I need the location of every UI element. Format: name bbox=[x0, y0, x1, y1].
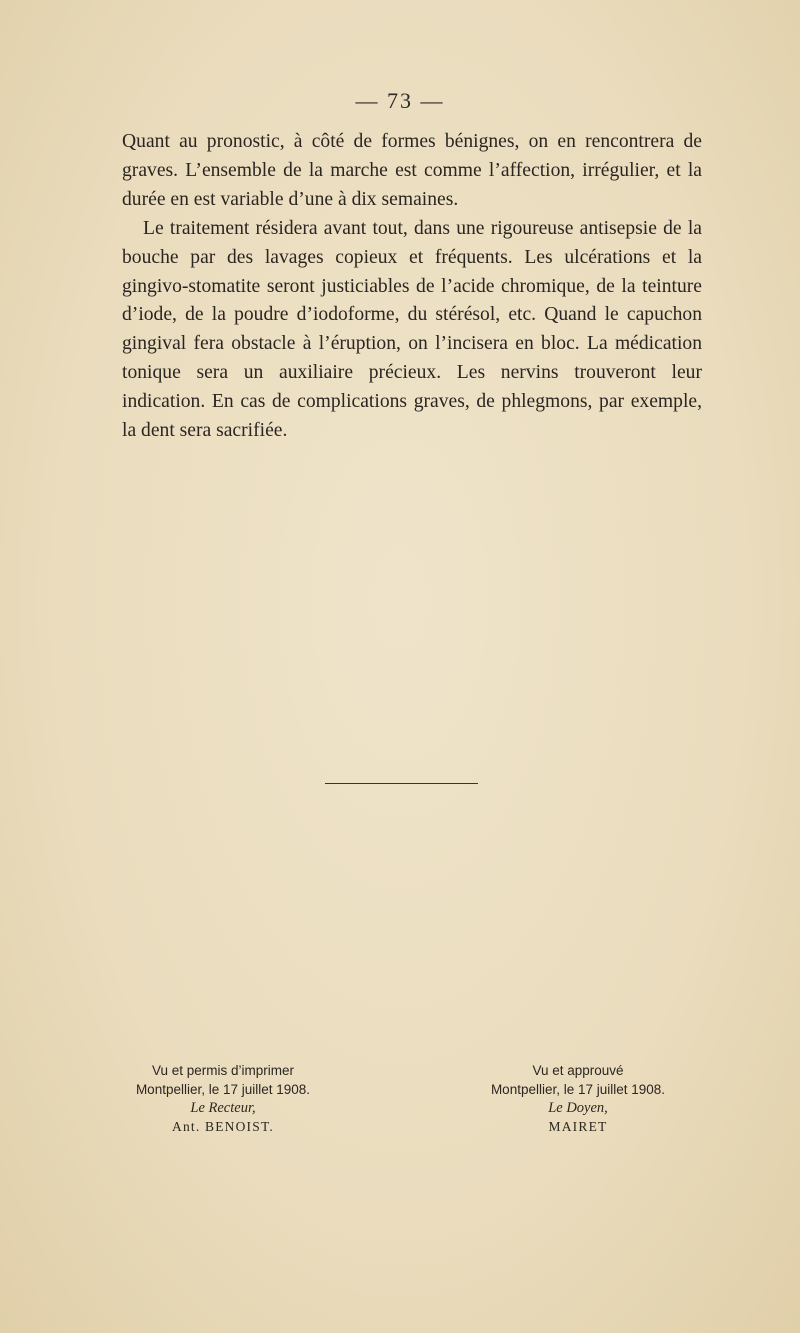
body-text bbox=[122, 128, 702, 446]
paragraph-treatment: Le traitement résidera avant tout, dans une rigoureuse antisepsie de la bouche par des lavages copieux et fréquents. Les ulcérations et la gingivo-stomatite seront justiciables de l’acide chromique, de la teinture d’iode, de la poudre d’iodoforme, du stérésol, etc. Quand le capuchon gingival fera obstacle à l’éruption, on l’incisera en bloc. La médication tonique sera un auxiliaire précieux. Les nervins trouveront leur indication. En cas de complications graves, de phlegmons, par exemple, la dent sera sacrifiée. bbox=[122, 217, 702, 442]
signature-rector bbox=[118, 1062, 328, 1136]
signature-dean-line1: Vu et approuvé bbox=[532, 1063, 624, 1078]
signature-dean bbox=[468, 1062, 688, 1136]
signature-rector-name: Ant. BENOIST. bbox=[172, 1118, 274, 1134]
signature-rector-line1: Vu et permis d’imprimer bbox=[151, 1063, 295, 1078]
signature-dean-line2: Montpellier, le 17 juillet 1908. bbox=[490, 1081, 666, 1097]
page-number: — 73 — bbox=[355, 88, 445, 113]
signature-dean-title: Le Doyen, bbox=[548, 1100, 608, 1116]
paragraph-prognosis: Quant au pronostic, à côté de formes bénignes, on en rencontrera de graves. L’ensemble de la marche est comme l’affection, irrégulier, et la durée en est variable d’une à dix semaines. bbox=[122, 131, 702, 210]
signature-dean-name: MAIRET bbox=[548, 1118, 608, 1134]
signature-rector-title: Le Recteur, bbox=[190, 1100, 256, 1116]
separator-rule bbox=[325, 783, 478, 784]
signature-rector-line2: Montpellier, le 17 juillet 1908. bbox=[135, 1081, 311, 1097]
